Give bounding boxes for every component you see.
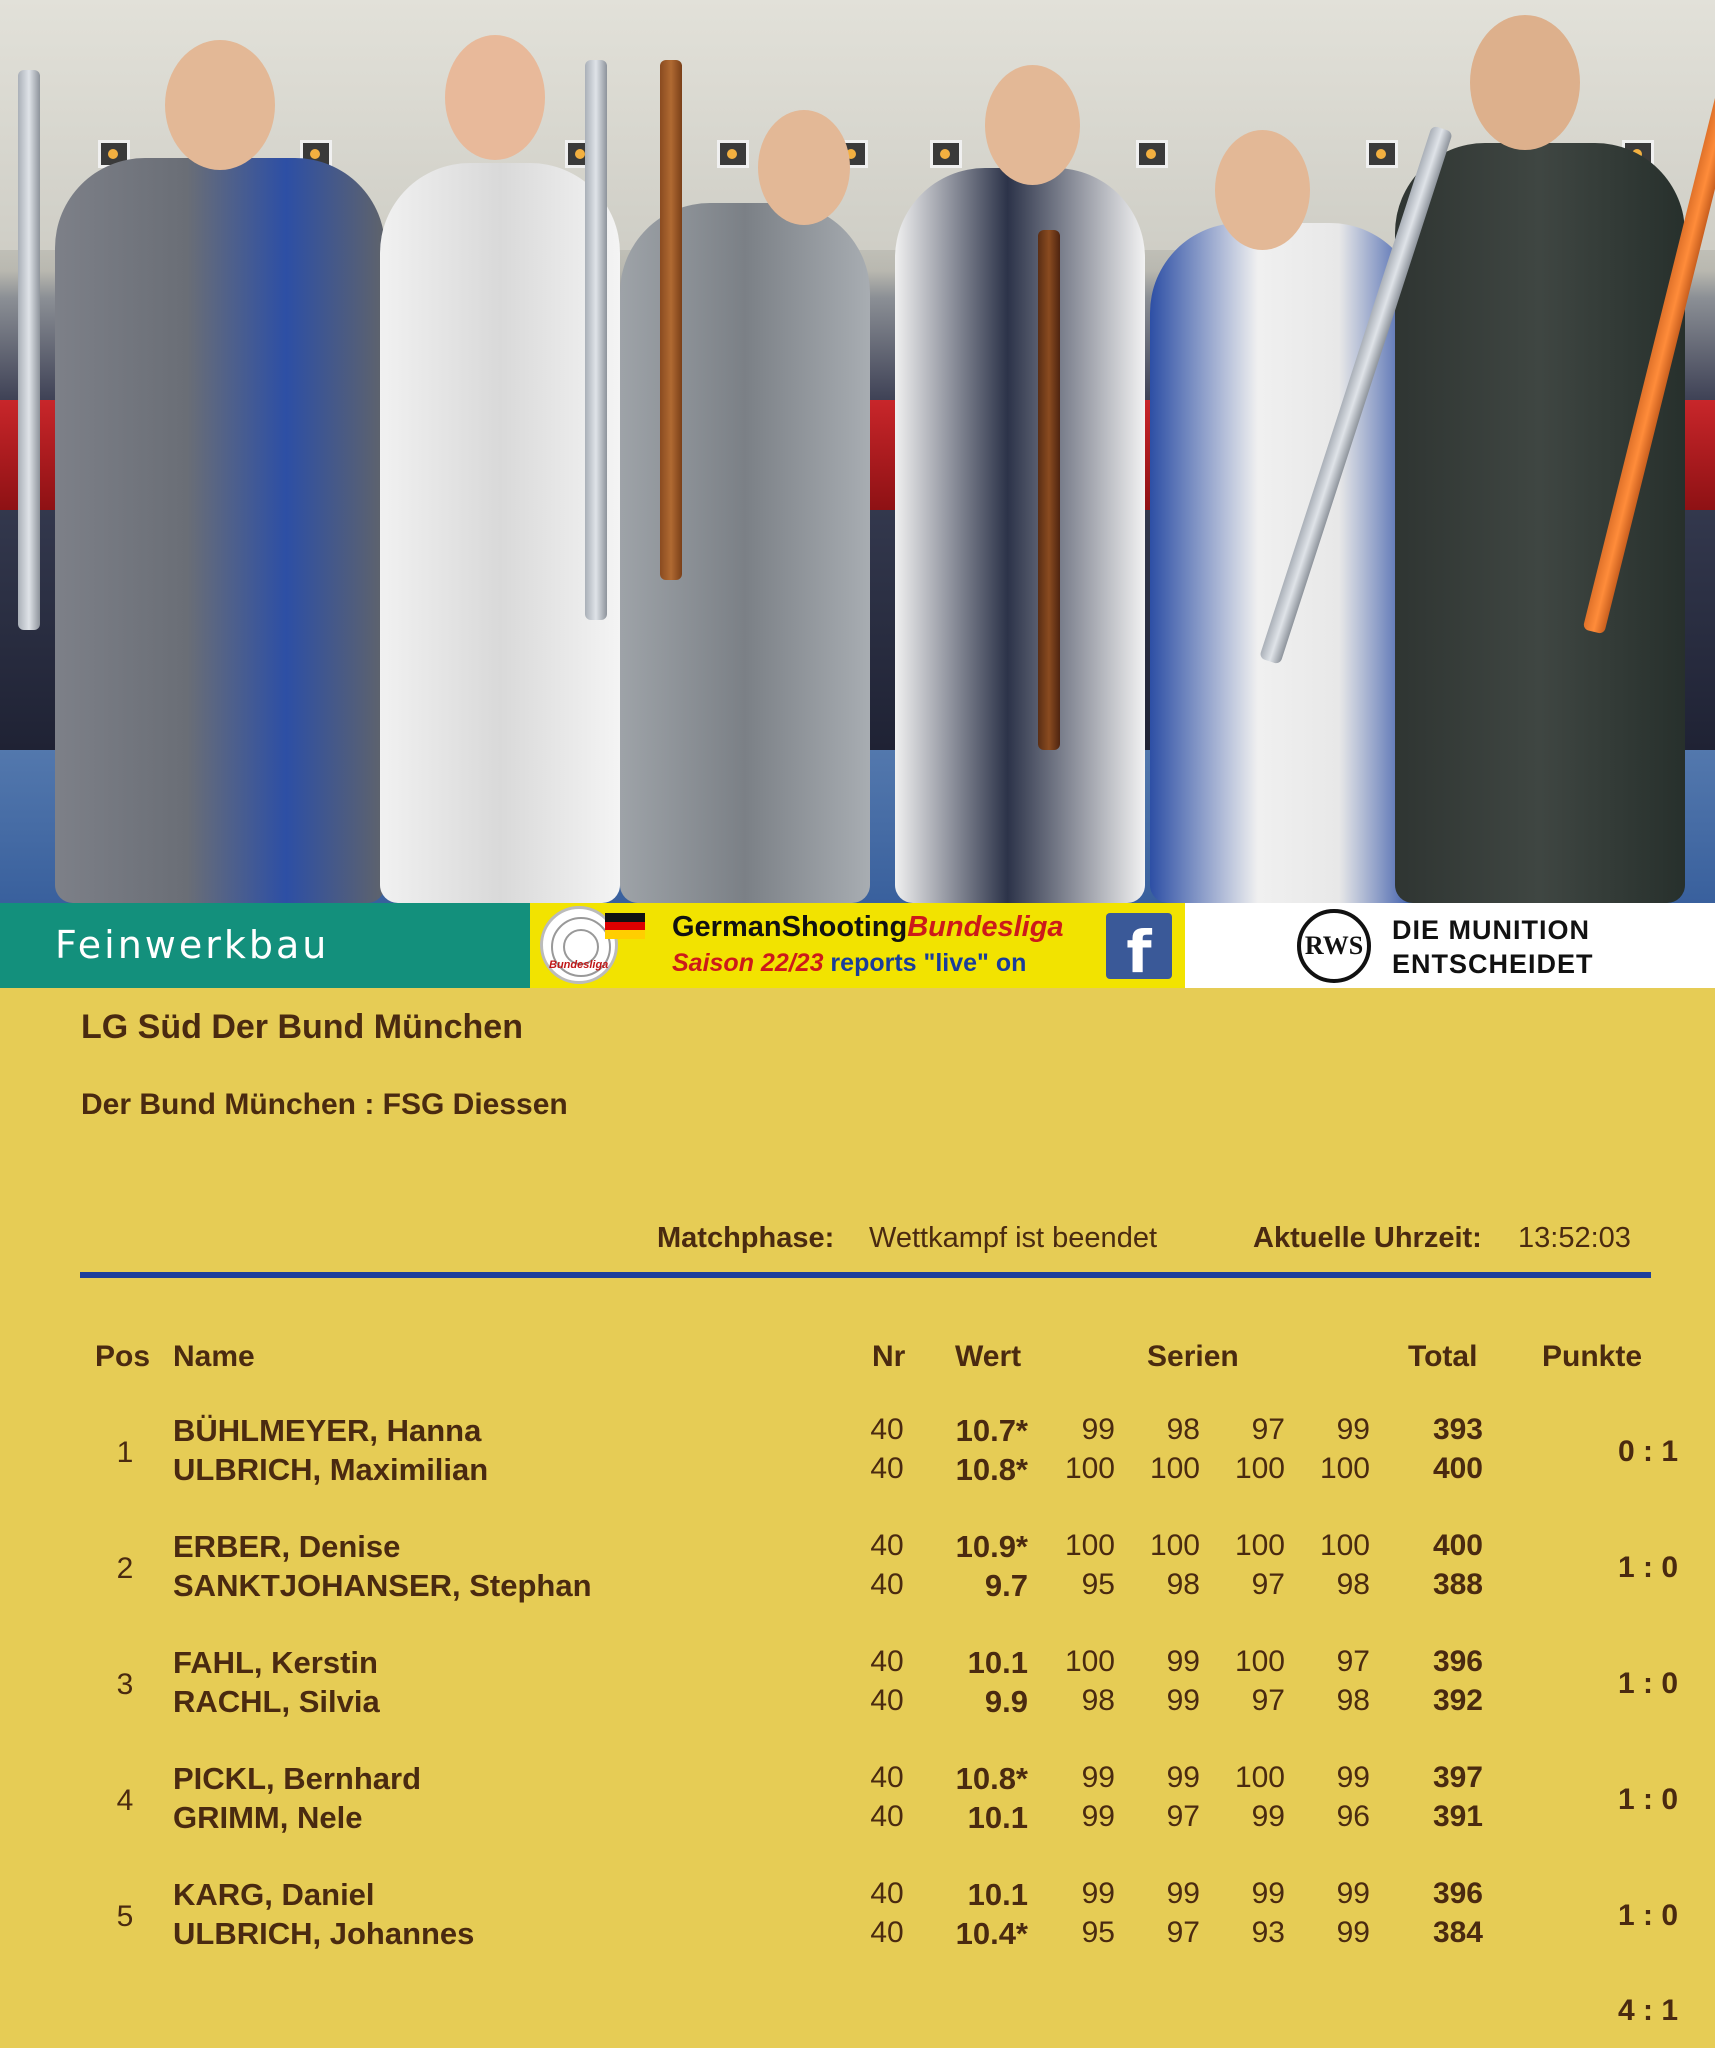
- german-flag-icon: [605, 913, 645, 939]
- col-header-punkte: Punkte: [1542, 1340, 1643, 1373]
- shooter-name: SANKTJOHANSER, Stephan: [173, 1568, 592, 1603]
- shooter-total: 388: [1432, 1568, 1483, 1601]
- row-punkte: 1 : 0: [1617, 1667, 1678, 1700]
- target-frame: [1366, 140, 1398, 168]
- row-punkte: 1 : 0: [1617, 1551, 1678, 1584]
- series-3: 100: [1234, 1452, 1285, 1485]
- series-4: 99: [1336, 1761, 1370, 1794]
- shooter-head: [165, 40, 275, 170]
- series-1: 98: [1081, 1684, 1115, 1717]
- target-frame: [717, 140, 749, 168]
- shooter-nr: 40: [870, 1413, 904, 1446]
- shooter-name: BÜHLMEYER, Hanna: [173, 1413, 482, 1448]
- rifle: [585, 60, 607, 620]
- rifle: [660, 60, 682, 580]
- shooter-wert: 10.1: [967, 1800, 1028, 1835]
- series-1: 100: [1064, 1645, 1115, 1678]
- series-4: 96: [1336, 1800, 1370, 1833]
- series-1: 95: [1081, 1568, 1115, 1601]
- col-header-serien: Serien: [1147, 1340, 1239, 1373]
- series-3: 97: [1251, 1684, 1285, 1717]
- series-4: 98: [1336, 1568, 1370, 1601]
- shooter-figure: [1395, 143, 1685, 903]
- shooter-total: 400: [1432, 1452, 1483, 1485]
- shooter-nr: 40: [870, 1529, 904, 1562]
- shooter-nr: 40: [870, 1645, 904, 1678]
- shooter-wert: 10.8*: [955, 1452, 1028, 1487]
- series-1: 99: [1081, 1800, 1115, 1833]
- shooter-total: 391: [1432, 1800, 1483, 1833]
- series-3: 97: [1251, 1568, 1285, 1601]
- series-2: 99: [1166, 1684, 1200, 1717]
- bundesliga-logo-text: Bundesliga: [549, 959, 609, 971]
- shooter-nr: 40: [870, 1684, 904, 1717]
- shooter-name: ULBRICH, Maximilian: [173, 1452, 489, 1487]
- shooter-wert: 10.1: [967, 1645, 1028, 1680]
- series-2: 98: [1166, 1568, 1200, 1601]
- series-4: 97: [1336, 1645, 1370, 1678]
- bundesliga-reports: reports "live" on: [823, 949, 1027, 977]
- col-header-total: Total: [1408, 1340, 1478, 1373]
- bundesliga-season: Saison 22/23: [672, 949, 824, 977]
- series-3: 100: [1234, 1529, 1285, 1562]
- shooter-total: 397: [1432, 1761, 1483, 1794]
- rws-slogan-line2: ENTSCHEIDET: [1392, 949, 1594, 979]
- rifle: [18, 70, 40, 630]
- shooter-wert: 9.7: [984, 1568, 1028, 1603]
- facebook-icon[interactable]: f: [1106, 913, 1172, 979]
- series-2: 99: [1166, 1761, 1200, 1794]
- series-3: 93: [1251, 1916, 1285, 1949]
- team-photo: [0, 0, 1715, 903]
- shooter-figure: [380, 163, 620, 903]
- series-4: 99: [1336, 1413, 1370, 1446]
- shooter-total: 400: [1432, 1529, 1483, 1562]
- shooter-head: [445, 35, 545, 160]
- col-header-pos: Pos: [95, 1340, 151, 1373]
- shooter-total: 393: [1432, 1413, 1483, 1446]
- col-header-wert: Wert: [955, 1340, 1022, 1373]
- series-2: 100: [1149, 1529, 1200, 1562]
- shooter-nr: 40: [870, 1800, 904, 1833]
- target-frame: [930, 140, 962, 168]
- row-pos: 2: [116, 1552, 134, 1585]
- series-2: 98: [1166, 1413, 1200, 1446]
- shooter-wert: 9.9: [984, 1684, 1028, 1719]
- final-score: 4 : 1: [1617, 1994, 1678, 2027]
- row-pos: 5: [116, 1900, 134, 1933]
- row-punkte: 1 : 0: [1617, 1899, 1678, 1932]
- col-header-name: Name: [173, 1340, 255, 1373]
- shooter-name: GRIMM, Nele: [173, 1800, 363, 1835]
- series-1: 95: [1081, 1916, 1115, 1949]
- col-header-nr: Nr: [872, 1340, 906, 1373]
- shooter-nr: 40: [870, 1452, 904, 1485]
- series-3: 99: [1251, 1877, 1285, 1910]
- shooter-head: [1470, 15, 1580, 150]
- shooter-wert: 10.9*: [955, 1529, 1028, 1564]
- shooter-total: 396: [1432, 1645, 1483, 1678]
- row-pos: 3: [116, 1668, 134, 1701]
- series-4: 99: [1336, 1916, 1370, 1949]
- shooter-wert: 10.7*: [955, 1413, 1028, 1448]
- page-title: LG Süd Der Bund München: [81, 1008, 523, 1046]
- sponsor-strip: [0, 903, 1715, 988]
- shooter-nr: 40: [870, 1916, 904, 1949]
- match-phase-value: Wettkampf ist beendet: [869, 1222, 1158, 1254]
- series-3: 100: [1234, 1761, 1285, 1794]
- shooter-figure: [55, 158, 385, 903]
- bundesliga-title: [672, 911, 1064, 944]
- bundesliga-banner[interactable]: [530, 903, 1185, 988]
- series-2: 97: [1166, 1800, 1200, 1833]
- series-1: 99: [1081, 1413, 1115, 1446]
- shooter-head: [758, 110, 850, 225]
- series-1: 99: [1081, 1761, 1115, 1794]
- match-phase-label: Matchphase:: [657, 1222, 835, 1254]
- shooter-name: PICKL, Bernhard: [173, 1761, 422, 1796]
- row-pos: 1: [116, 1436, 134, 1469]
- series-4: 100: [1319, 1529, 1370, 1562]
- shooter-total: 392: [1432, 1684, 1483, 1717]
- feinwerkbau-banner[interactable]: [0, 903, 530, 988]
- shooter-wert: 10.1: [967, 1877, 1028, 1912]
- series-4: 99: [1336, 1877, 1370, 1910]
- series-2: 99: [1166, 1877, 1200, 1910]
- divider: [80, 1272, 1651, 1278]
- shooter-name: KARG, Daniel: [173, 1877, 375, 1912]
- shooter-name: RACHL, Silvia: [173, 1684, 380, 1719]
- target-frame: [1136, 140, 1168, 168]
- row-pos: 4: [116, 1784, 134, 1817]
- match-title: Der Bund München : FSG Diessen: [81, 1088, 568, 1121]
- series-2: 97: [1166, 1916, 1200, 1949]
- series-1: 100: [1064, 1529, 1115, 1562]
- rws-banner[interactable]: [1185, 903, 1715, 988]
- series-2: 100: [1149, 1452, 1200, 1485]
- shooter-head: [985, 65, 1080, 185]
- shooter-head: [1215, 130, 1310, 250]
- series-4: 100: [1319, 1452, 1370, 1485]
- shooter-nr: 40: [870, 1568, 904, 1601]
- bundesliga-title-b: Bundesliga: [907, 911, 1064, 943]
- rws-slogan-line1: DIE MUNITION: [1392, 915, 1590, 945]
- shooter-name: ERBER, Denise: [173, 1529, 401, 1564]
- bundesliga-title-a: GermanShooting: [672, 911, 908, 943]
- rws-logo: RWS: [1297, 909, 1371, 983]
- series-1: 99: [1081, 1877, 1115, 1910]
- series-3: 100: [1234, 1645, 1285, 1678]
- shooter-total: 384: [1432, 1916, 1483, 1949]
- shooter-nr: 40: [870, 1877, 904, 1910]
- series-4: 98: [1336, 1684, 1370, 1717]
- shooter-figure: [895, 168, 1145, 903]
- series-3: 97: [1251, 1413, 1285, 1446]
- current-time-label: Aktuelle Uhrzeit:: [1253, 1222, 1482, 1254]
- shooter-total: 396: [1432, 1877, 1483, 1910]
- shooter-name: ULBRICH, Johannes: [173, 1916, 475, 1951]
- shooter-figure: [620, 203, 870, 903]
- series-1: 100: [1064, 1452, 1115, 1485]
- shooter-wert: 10.8*: [955, 1761, 1028, 1796]
- series-2: 99: [1166, 1645, 1200, 1678]
- shooter-wert: 10.4*: [955, 1916, 1028, 1951]
- current-time-value: 13:52:03: [1518, 1222, 1631, 1254]
- row-punkte: 0 : 1: [1617, 1435, 1678, 1468]
- feinwerkbau-logo-text: Feinwerkbau: [55, 923, 330, 967]
- rifle: [1038, 230, 1060, 750]
- bundesliga-subtitle: [672, 949, 1026, 978]
- shooter-nr: 40: [870, 1761, 904, 1794]
- row-punkte: 1 : 0: [1617, 1783, 1678, 1816]
- shooter-name: FAHL, Kerstin: [173, 1645, 378, 1680]
- series-3: 99: [1251, 1800, 1285, 1833]
